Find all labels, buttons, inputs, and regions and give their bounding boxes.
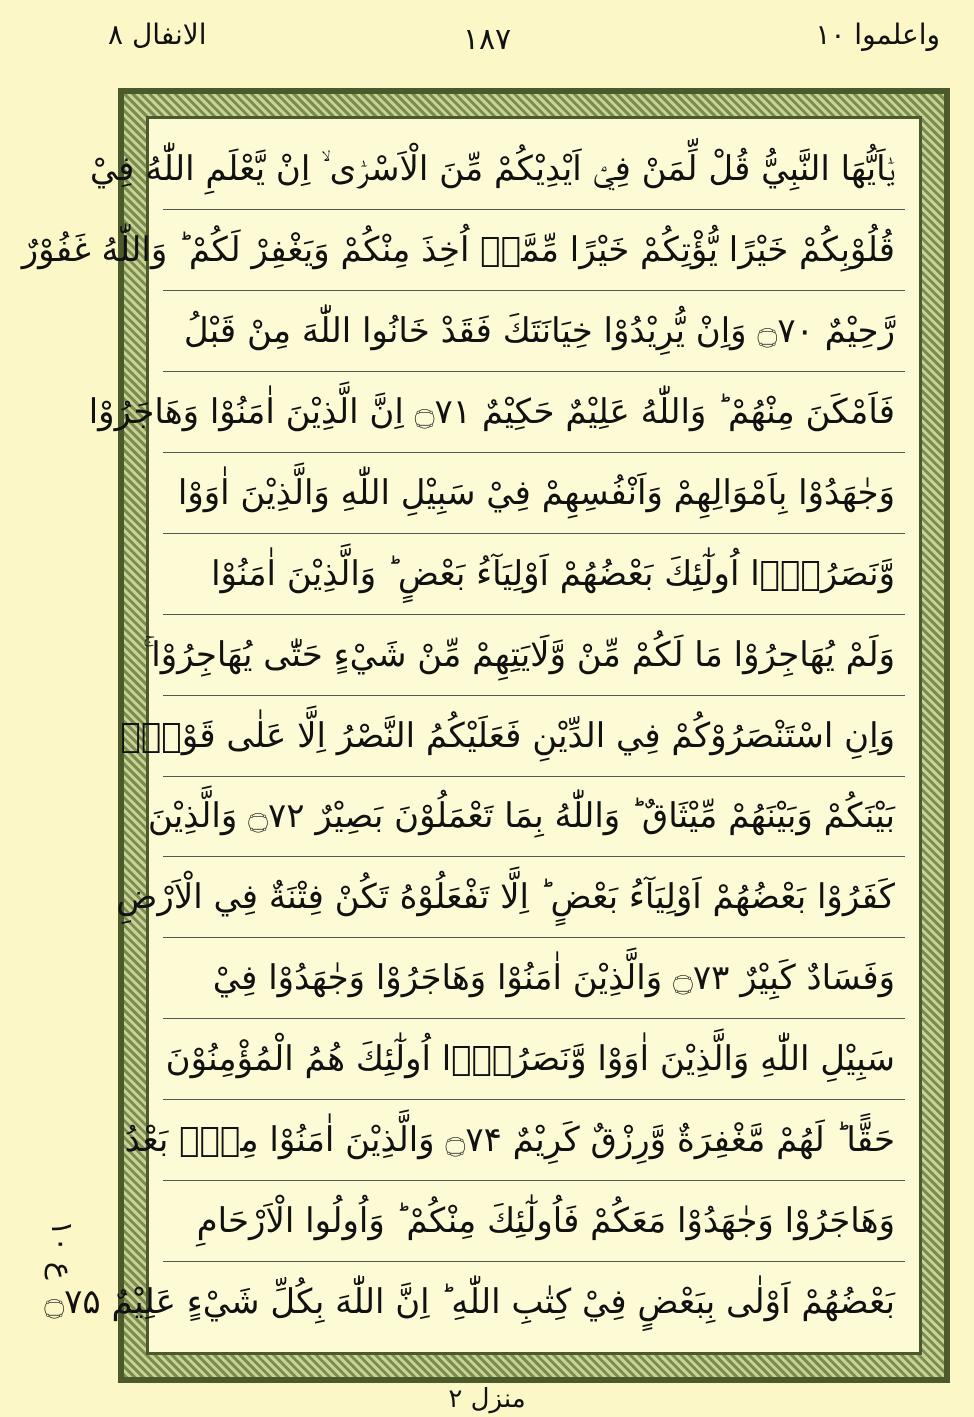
page-header	[0, 0, 974, 80]
text-line-3: رَّحِيْمٌ ۝۷۰ وَاِنْ يُّرِيْدُوْا خِيَانَتَكَ فَقَدْ خَانُوا اللّٰهَ مِنْ قَبْلُ	[163, 291, 905, 372]
text-line-6: وَّنَصَرُوْۤا اُولٰٓئِكَ بَعْضُهُمْ اَوْلِيَآءُ بَعْضٍ ؕ وَالَّذِيْنَ اٰمَنُوْا	[163, 534, 905, 615]
text-line-15: بَعْضُهُمْ اَوْلٰى بِبَعْضٍ فِيْ كِتٰبِ اللّٰهِ ؕ اِنَّ اللّٰهَ بِكُلِّ شَيْءٍ عَلِيْمٌ ۝۷۵	[44, 1282, 895, 1323]
text-line-2: قُلُوْبِكُمْ خَيْرًا يُّؤْتِكُمْ خَيْرًا مِّمَّاۤ اُخِذَ مِنْكُمْ وَيَغْفِرْ لَكُمْ ؕ وَاللّٰهُ غَفُوْرٌ	[163, 210, 905, 291]
text-line-12: سَبِيْلِ اللّٰهِ وَالَّذِيْنَ اٰوَوْا وَّنَصَرُوْۤا اُولٰٓئِكَ هُمُ الْمُؤْمِنُوْنَ	[163, 1019, 905, 1100]
ruku-marker: ع ۱۰	[44, 1220, 79, 1280]
text-line-11: وَفَسَادٌ كَبِيْرٌ ۝۷۳ وَالَّذِيْنَ اٰمَنُوْا وَهَاجَرُوْا وَجٰهَدُوْا فِيْ	[163, 938, 905, 1019]
text-line-10: كَفَرُوْا بَعْضُهُمْ اَوْلِيَآءُ بَعْضٍ ؕ اِلَّا تَفْعَلُوْهُ تَكُنْ فِتْنَةٌ فِي الْاَرْضِ	[163, 857, 905, 938]
text-line-7: وَلَمْ يُهَاجِرُوْا مَا لَكُمْ مِّنْ وَّلَايَتِهِمْ مِّنْ شَيْءٍ حَتّٰى يُهَاجِرُوْا ۚ	[163, 615, 905, 696]
manzil-footer: منزل ۲	[448, 1384, 526, 1414]
text-line-5: وَجٰهَدُوْا بِاَمْوَالِهِمْ وَاَنْفُسِهِمْ فِيْ سَبِيْلِ اللّٰهِ وَالَّذِيْنَ اٰوَوْا	[163, 453, 905, 534]
text-line-9: بَيْنَكُمْ وَبَيْنَهُمْ مِّيْثَاقٌ ؕ وَاللّٰهُ بِمَا تَعْمَلُوْنَ بَصِيْرٌ ۝۷۲ وَالَّذِيْنَ	[163, 777, 905, 858]
surah-label: الانفال ۸	[108, 18, 207, 51]
text-line-8: وَاِنِ اسْتَنْصَرُوْكُمْ فِي الدِّيْنِ فَعَلَيْكُمُ النَّصْرُ اِلَّا عَلٰى قَوْمٍۢ	[163, 696, 905, 777]
juz-label: واعلموا ۱۰	[815, 18, 940, 51]
text-line-1: يٰۤاَيُّهَا النَّبِيُّ قُلْ لِّمَنْ فِيْۤ اَيْدِيْكُمْ مِّنَ الْاَسْرٰۤى ۙ اِنْ يَّعْلَمِ اللّٰهُ فِيْ	[163, 129, 905, 210]
text-line-13: حَقًّا ؕ لَهُمْ مَّغْفِرَةٌ وَّرِزْقٌ كَرِيْمٌ ۝۷۴ وَالَّذِيْنَ اٰمَنُوْا مِنْۢ بَعْدُ	[163, 1100, 905, 1181]
text-line-14: وَهَاجَرُوْا وَجٰهَدُوْا مَعَكُمْ فَاُولٰٓئِكَ مِنْكُمْ ؕ وَاُولُوا الْاَرْحَامِ	[163, 1181, 905, 1262]
text-line-4: فَاَمْكَنَ مِنْهُمْ ؕ وَاللّٰهُ عَلِيْمٌ حَكِيْمٌ ۝۷۱ اِنَّ الَّذِيْنَ اٰمَنُوْا وَهَاجَرُوْا	[163, 372, 905, 453]
page-number: ۱۸۷	[462, 22, 512, 57]
